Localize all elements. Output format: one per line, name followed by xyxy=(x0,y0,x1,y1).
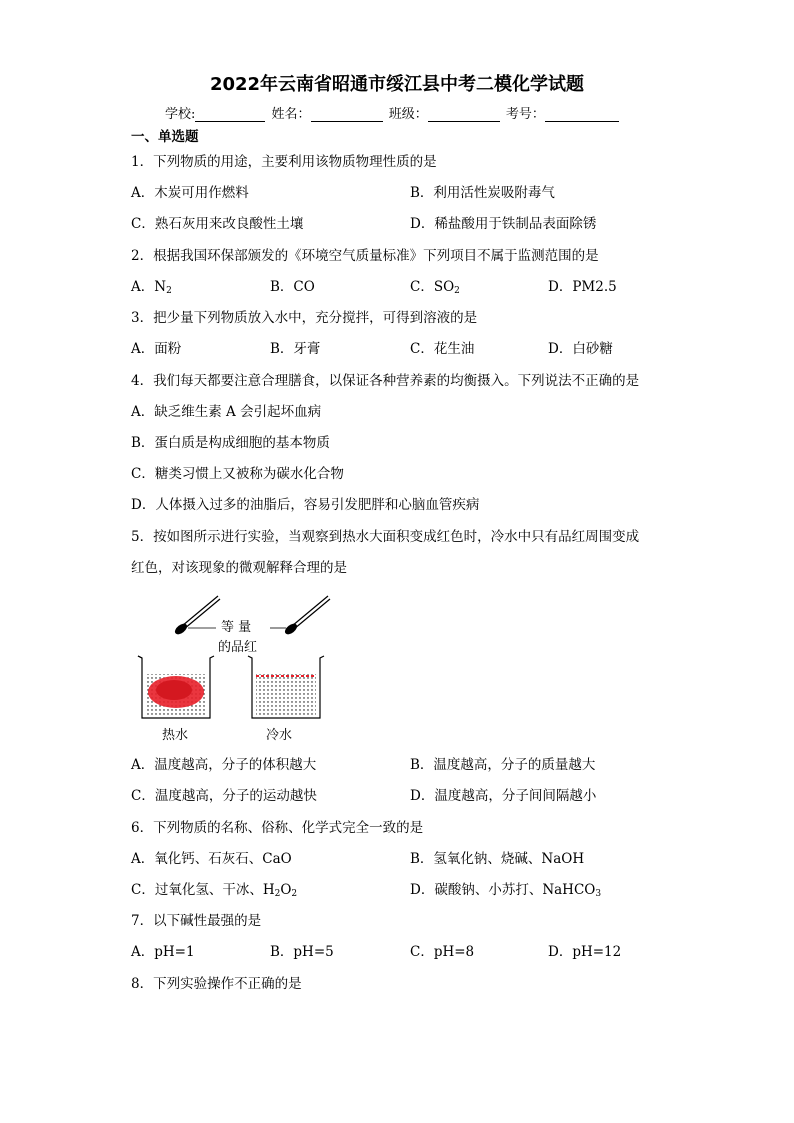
question-1-stem: 1．下列物质的用途，主要利用该物质物理性质的是 xyxy=(131,154,437,170)
q2-option-c[interactable] xyxy=(410,275,460,296)
q2-option-d[interactable]: D．PM2.5 xyxy=(548,279,617,295)
q2-option-b[interactable]: B．CO xyxy=(270,279,315,295)
q3-option-c[interactable]: C．花生油 xyxy=(410,341,475,357)
q6-option-c[interactable] xyxy=(131,878,297,899)
q2-c-text: C．SO xyxy=(410,279,455,295)
q2-a-subscript: 2 xyxy=(166,286,172,296)
section-heading: 一、单选题 xyxy=(131,129,199,145)
q7-option-b[interactable]: B．pH=5 xyxy=(270,944,334,960)
name-blank[interactable] xyxy=(311,107,383,122)
q5-option-b[interactable]: B．温度越高，分子的质量越大 xyxy=(410,757,596,773)
spoon-right xyxy=(270,596,330,636)
school-blank[interactable] xyxy=(195,107,265,122)
number-blank[interactable] xyxy=(545,107,619,122)
question-5-stem-line1: 5．按如图所示进行实验，当观察到热水大面积变成红色时，冷水中只有品红周围变成 xyxy=(131,529,640,545)
q5-option-d[interactable]: D．温度越高，分子间间隔越小 xyxy=(410,788,597,804)
q6-option-b[interactable]: B．氢氧化钠、烧碱、NaOH xyxy=(410,851,585,867)
q6-c-subscript-2: 2 xyxy=(291,889,298,899)
q4-option-b[interactable]: B．蛋白质是构成细胞的基本物质 xyxy=(131,435,330,451)
page-title: 2022年云南省昭通市绥江县中考二模化学试题 xyxy=(209,74,585,95)
q3-option-d[interactable]: D．白砂糖 xyxy=(548,341,613,357)
beakers-illustration xyxy=(130,592,350,742)
q3-option-a[interactable]: A．面粉 xyxy=(131,341,182,357)
q1-option-c[interactable]: C．熟石灰用来改良酸性土壤 xyxy=(131,216,304,232)
q4-option-c[interactable]: C．糖类习惯上又被称为碳水化合物 xyxy=(131,466,344,482)
number-label: 考号： xyxy=(505,107,545,122)
q2-option-a[interactable] xyxy=(131,275,172,296)
student-info-row xyxy=(165,103,621,122)
question-5-stem-line2: 红色，对该现象的微观解释合理的是 xyxy=(131,560,347,576)
question-2-stem: 2．根据我国环保部颁发的《环境空气质量标准》下列项目不属于监测范围的是 xyxy=(131,248,599,264)
school-label: 学校: xyxy=(165,107,196,122)
fig-label-hot-water: 热水 xyxy=(162,728,189,743)
q1-option-a[interactable]: A．木炭可用作燃料 xyxy=(131,185,249,201)
q6-d-text: D．碳酸钠、小苏打、NaHCO xyxy=(410,882,596,898)
q3-option-b[interactable]: B．牙膏 xyxy=(270,341,321,357)
fig-label-cold-water: 冷水 xyxy=(266,728,293,743)
q6-c-text: C．过氧化氢、干冰、H xyxy=(131,882,275,898)
experiment-figure xyxy=(130,592,350,742)
class-blank[interactable] xyxy=(428,107,500,122)
question-7-stem: 7．以下碱性最强的是 xyxy=(131,913,262,929)
q6-option-a[interactable]: A．氧化钙、石灰石、CaO xyxy=(131,851,292,867)
question-3-stem: 3．把少量下列物质放入水中，充分搅拌，可得到溶液的是 xyxy=(131,310,478,326)
q6-d-subscript: 3 xyxy=(595,889,602,899)
q2-a-text: A．N xyxy=(131,279,167,295)
question-8-stem: 8．下列实验操作不正确的是 xyxy=(131,976,302,992)
q7-option-c[interactable]: C．pH=8 xyxy=(410,944,475,960)
q5-option-a[interactable]: A．温度越高，分子的体积越大 xyxy=(131,757,317,773)
spoon-left xyxy=(173,596,220,636)
q5-option-c[interactable]: C．温度越高，分子的运动越快 xyxy=(131,788,317,804)
q7-option-a[interactable]: A．pH=1 xyxy=(131,944,195,960)
question-4-stem: 4．我们每天都要注意合理膳食，以保证各种营养素的均衡摄入。下列说法不正确的是 xyxy=(131,373,640,389)
fig-label-pinkred: 的品红 xyxy=(218,640,258,655)
q6-c-text-mid: O xyxy=(280,882,292,898)
q1-option-d[interactable]: D．稀盐酸用于铁制品表面除锈 xyxy=(410,216,597,232)
fig-label-equal-amount: 等 量 xyxy=(221,620,252,635)
q6-c-subscript-1: 2 xyxy=(274,889,281,899)
q2-c-subscript: 2 xyxy=(454,286,460,296)
cold-water-beaker xyxy=(248,656,324,718)
q1-option-b[interactable]: B．利用活性炭吸附毒气 xyxy=(410,185,555,201)
q6-option-d[interactable] xyxy=(410,878,601,899)
q7-option-d[interactable]: D．pH=12 xyxy=(548,944,622,960)
class-label: 班级： xyxy=(388,107,428,122)
q4-option-d[interactable]: D．人体摄入过多的油脂后，容易引发肥胖和心脑血管疾病 xyxy=(131,497,480,513)
q4-option-a[interactable]: A．缺乏维生素 A 会引起坏血病 xyxy=(131,404,322,420)
hot-water-beaker xyxy=(138,656,214,718)
question-6-stem: 6．下列物质的名称、俗称、化学式完全一致的是 xyxy=(131,820,424,836)
name-label: 姓名： xyxy=(271,107,311,122)
